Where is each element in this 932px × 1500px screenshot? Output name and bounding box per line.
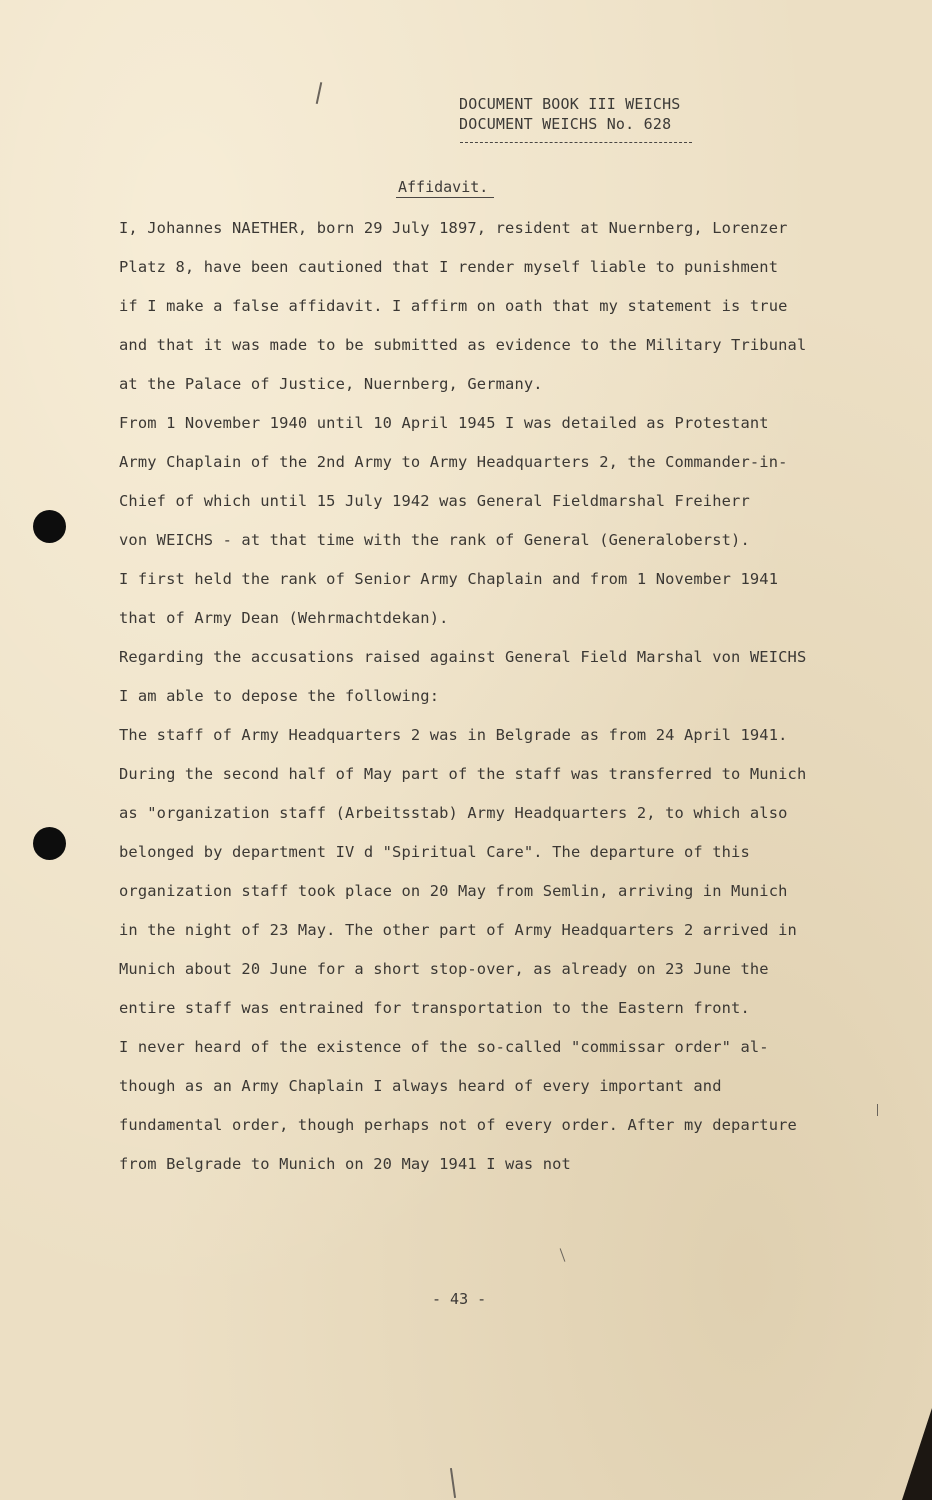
body-line: from Belgrade to Munich on 20 May 1941 I was not [119,1155,571,1173]
body-line: organization staff took place on 20 May from Semlin, arriving in Munich [119,882,788,900]
body-line: as "organization staff (Arbeitsstab) Army Headquarters 2, to which also [119,804,788,822]
body-line: Regarding the accusations raised against General Field Marshal von WEICHS [119,648,807,666]
document-header [459,94,681,134]
header-line-2: DOCUMENT WEICHS No. 628 [459,115,672,133]
header-line-1: DOCUMENT BOOK III WEICHS [459,95,681,113]
body-line: and that it was made to be submitted as evidence to the Military Tribunal [119,336,807,354]
page-number: - 43 - [432,1290,487,1308]
document-title: Affidavit. [396,178,494,198]
punch-hole [33,510,66,543]
body-line: at the Palace of Justice, Nuernberg, Germany. [119,375,543,393]
body-line: I am able to depose the following: [119,687,440,705]
torn-corner [902,1408,932,1500]
body-line: in the night of 23 May. The other part of Army Headquarters 2 arrived in [119,921,797,939]
body-line: belonged by department IV d "Spiritual Care". The departure of this [119,843,750,861]
pen-mark [877,1104,878,1116]
body-line: From 1 November 1940 until 10 April 1945 I was detailed as Protestant [119,414,769,432]
body-line: if I make a false affidavit. I affirm on oath that my statement is true [119,297,788,315]
body-line: Munich about 20 June for a short stop-over, as already on 23 June the [119,960,769,978]
punch-hole [33,827,66,860]
body-line: Chief of which until 15 July 1942 was General Fieldmarshal Freiherr [119,492,750,510]
body-line: fundamental order, though perhaps not of every order. After my departure [119,1116,797,1134]
affidavit-body [119,214,834,1189]
body-line: though as an Army Chaplain I always heard of every important and [119,1077,722,1095]
body-line: entire staff was entrained for transportation to the Eastern front. [119,999,750,1017]
body-line: I never heard of the existence of the so-called "commissar order" al- [119,1038,769,1056]
pen-mark [450,1468,456,1498]
body-line: Platz 8, have been cautioned that I render myself liable to punishment [119,258,779,276]
pen-mark [560,1248,566,1262]
body-line: Army Chaplain of the 2nd Army to Army Headquarters 2, the Commander-in- [119,453,788,471]
body-line: I, Johannes NAETHER, born 29 July 1897, resident at Nuernberg, Lorenzer [119,219,788,237]
body-line: I first held the rank of Senior Army Chaplain and from 1 November 1941 [119,570,779,588]
header-divider [460,142,692,143]
body-line: that of Army Dean (Wehrmachtdekan). [119,609,449,627]
body-line: The staff of Army Headquarters 2 was in Belgrade as from 24 April 1941. [119,726,788,744]
pen-mark [316,82,322,104]
body-line: During the second half of May part of the staff was transferred to Munich [119,765,807,783]
body-line: von WEICHS - at that time with the rank of General (Generaloberst). [119,531,750,549]
